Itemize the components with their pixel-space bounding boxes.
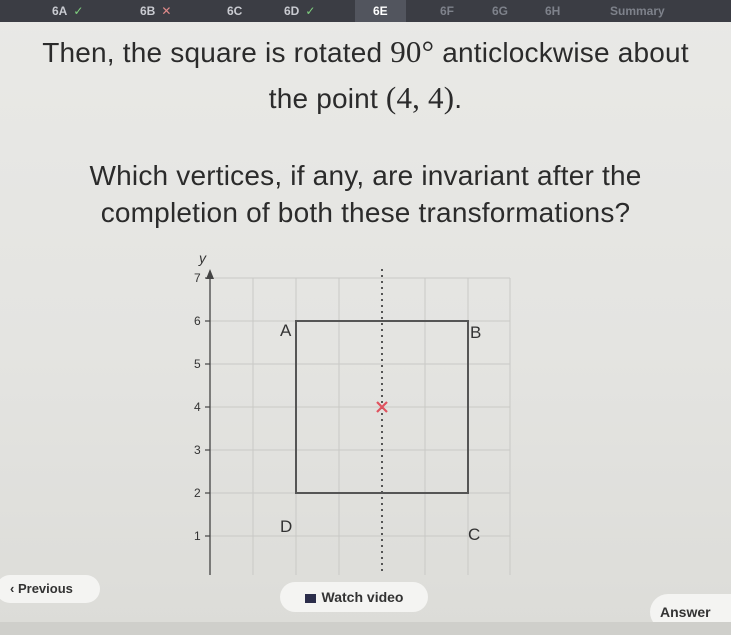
watch-video-button[interactable] — [280, 582, 428, 612]
tab-label: 6F — [440, 4, 455, 18]
previous-label: Previous — [17, 581, 73, 596]
y-axis-label: y — [199, 250, 206, 266]
y-tick-label: 2 — [194, 486, 201, 500]
check-icon: ✓ — [73, 4, 84, 18]
question-text: . — [454, 83, 463, 114]
tab-6h[interactable] — [545, 0, 560, 22]
tab-bar — [0, 0, 731, 22]
question-text: anticlockwise about — [434, 37, 689, 68]
vertex-label-a: A — [280, 321, 292, 340]
tab-label: 6B — [140, 4, 156, 18]
y-tick-label: 4 — [194, 400, 201, 414]
question-line-4: completion of both these transformations? — [100, 197, 631, 228]
previous-button[interactable] — [0, 575, 100, 603]
question-text: the point — [268, 83, 386, 114]
question-line-2 — [0, 80, 731, 116]
y-tick-label: 3 — [194, 443, 201, 457]
tab-6f[interactable] — [440, 0, 454, 22]
question-text: Then, the square is rotated — [42, 37, 391, 68]
y-tick-label: 6 — [194, 314, 201, 328]
video-icon — [305, 594, 316, 603]
question-line-3: Which vertices, if any, are invariant after the — [89, 160, 642, 191]
coordinate-graph — [170, 250, 530, 585]
math-point: (4, 4) — [385, 80, 455, 115]
answer-label: Answer — [660, 604, 711, 620]
tab-6a[interactable] — [52, 0, 83, 22]
cross-icon: ✕ — [161, 4, 172, 18]
tab-label: 6E — [373, 4, 388, 18]
bottom-bar — [0, 622, 731, 635]
vertex-label-d: D — [280, 517, 293, 536]
question-line-1 — [0, 34, 731, 70]
y-ticks — [205, 278, 210, 536]
tab-summary[interactable] — [610, 0, 665, 22]
y-tick-label: 7 — [194, 271, 201, 285]
tab-label: 6D — [284, 4, 300, 18]
tab-6c[interactable] — [227, 0, 242, 22]
tab-6d[interactable] — [284, 0, 315, 22]
tab-6b[interactable] — [140, 0, 171, 22]
tab-label: Summary — [610, 4, 665, 18]
math-angle: 90° — [390, 34, 435, 69]
tab-label: 6C — [227, 4, 243, 18]
chevron-left-icon: ‹ — [10, 581, 15, 596]
tab-label: 6A — [52, 4, 68, 18]
y-tick-label: 5 — [194, 357, 201, 371]
vertex-label-c: C — [468, 525, 481, 544]
grid — [210, 278, 510, 575]
watch-video-label: Watch video — [321, 589, 404, 605]
y-tick-label: 1 — [194, 529, 201, 543]
vertex-label-b: B — [470, 323, 482, 342]
tab-label: 6G — [492, 4, 509, 18]
tab-6g[interactable] — [492, 0, 508, 22]
tab-label: 6H — [545, 4, 561, 18]
tab-6e[interactable] — [355, 0, 406, 22]
check-icon: ✓ — [305, 4, 316, 18]
